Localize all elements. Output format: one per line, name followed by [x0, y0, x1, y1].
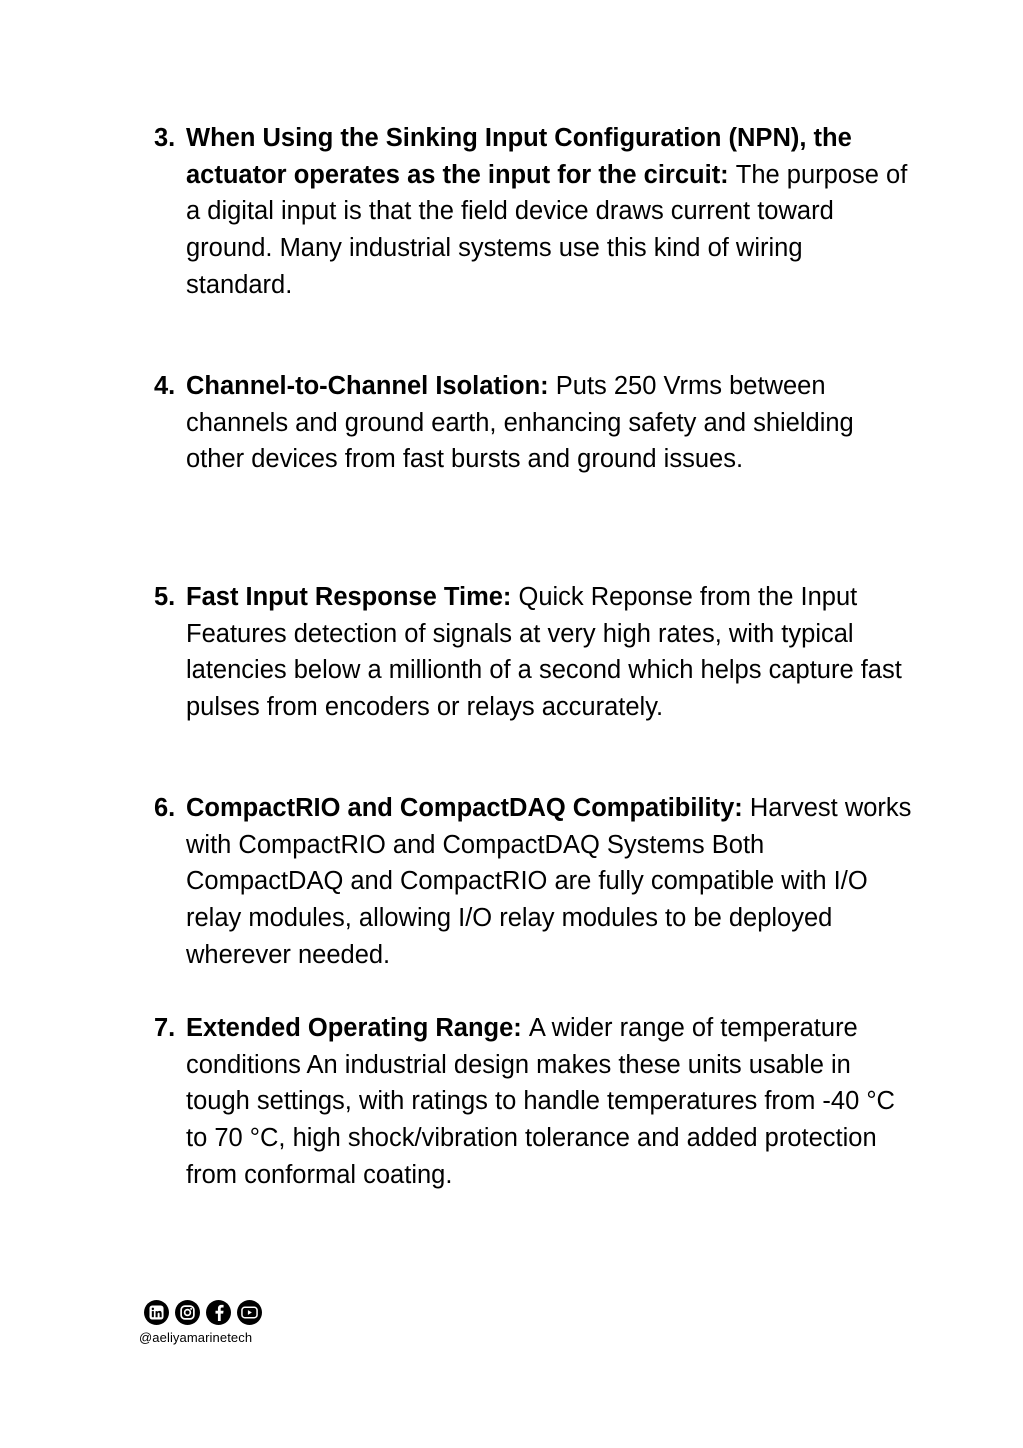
- list-item-3: [154, 120, 914, 304]
- linkedin-icon[interactable]: [144, 1300, 169, 1325]
- list-item-body: [186, 368, 914, 478]
- list-item-text: A wider range of temperature conditions An industrial design makes these units usable in tough settings, with ratings to handle temperatures from -40 °C to 70 °C, high shock/vibration tolerance and added protection from conformal coating.: [186, 1014, 895, 1189]
- list-item-body: [186, 120, 914, 304]
- list-number: 4.: [154, 372, 176, 400]
- list-number: 6.: [154, 794, 176, 822]
- social-icons: [144, 1300, 279, 1325]
- list-number: 5.: [154, 583, 176, 611]
- facebook-icon[interactable]: [206, 1300, 231, 1325]
- social-handle: @aeliyamarinetech: [139, 1330, 253, 1345]
- list-item-text: The purpose of a digital input is that the field device draws current toward ground. Many industrial systems use this kind of wiring standard.: [186, 160, 908, 299]
- list-item-text: Puts 250 Vrms between channels and ground earth, enhancing safety and shielding other devices from fast bursts and ground issues.: [186, 372, 854, 474]
- instagram-icon[interactable]: [175, 1300, 200, 1325]
- list-item-6: [154, 790, 914, 974]
- list-item-text: Harvest works with CompactRIO and CompactDAQ Systems Both CompactDAQ and CompactRIO are fully compatible with I/O relay modules, allowing I/O relay modules to be deployed wherever needed.: [186, 794, 912, 969]
- list-item-heading: Channel-to-Channel Isolation:: [186, 372, 556, 400]
- list-item-5: [154, 579, 914, 726]
- list-item-body: [186, 579, 914, 726]
- list-item-body: [186, 790, 914, 974]
- list-item-heading: Fast Input Response Time:: [186, 583, 519, 611]
- list-item-7: [154, 1010, 914, 1194]
- social-footer: [139, 1300, 279, 1345]
- list-item-heading: When Using the Sinking Input Configuration (NPN), the actuator operates as the input for the circuit:: [186, 124, 852, 189]
- list-item-heading: CompactRIO and CompactDAQ Compatibility:: [186, 794, 750, 822]
- list-item-body: [186, 1010, 914, 1194]
- list-item-heading: Extended Operating Range:: [186, 1014, 529, 1042]
- list-item-4: [154, 368, 914, 478]
- list-item-text: Quick Reponse from the Input Features detection of signals at very high rates, with typical latencies below a millionth of a second which helps capture fast pulses from encoders or relays accurately.: [186, 583, 902, 722]
- list-number: 7.: [154, 1014, 176, 1042]
- youtube-icon[interactable]: [237, 1300, 262, 1325]
- list-number: 3.: [154, 124, 176, 152]
